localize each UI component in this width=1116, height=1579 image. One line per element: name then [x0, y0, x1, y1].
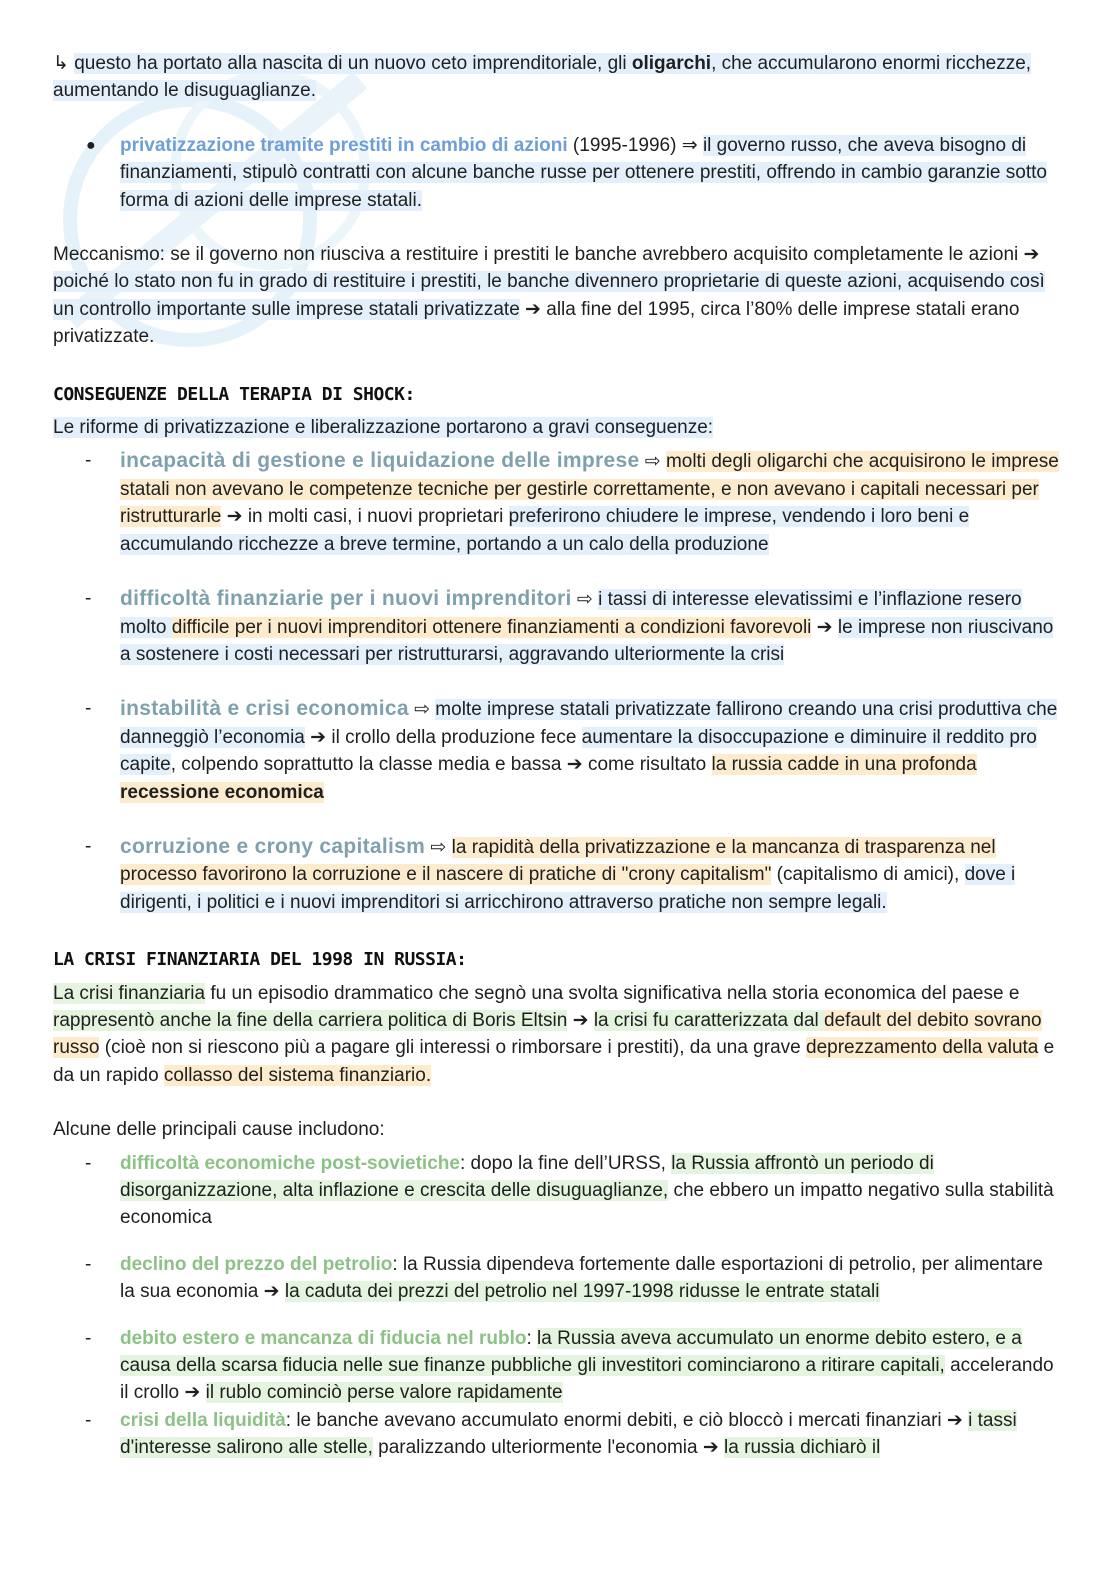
- bullet-keyword: privatizzazione tramite prestiti in cambio di azioni: [120, 134, 568, 156]
- mechanism-paragraph: Meccanismo: se il governo non riusciva a restituire i prestiti le banche avrebbero acquisito completamente le azioni ➔ poiché lo stato non fu in grado di restituire i prestiti, le banche divennero proprietarie di queste azioni, acquisendo così un controllo importante sulle imprese statali privatizzate ➔ alla fine del 1995, circa l’80% delle imprese statali erano privatizzate.: [53, 244, 1045, 348]
- section-heading-shock: CONSEGUENZE DELLA TERAPIA DI SHOCK:: [53, 383, 415, 405]
- shock-item-2: - difficoltà finanziarie per i nuovi imprenditori ⇨ i tassi di interesse elevatissimi e l’inflazione resero molto difficile per i nuovi imprenditori ottenere finanziamenti a condizioni favorevoli ➔ le imprese non riuscivano a sostenere i costi necessari per ristrutturarsi, aggravando ulteriormente la crisi: [85, 587, 1054, 665]
- cause-item-3: - debito estero e mancanza di fiducia nel rublo: la Russia aveva accumulato un enorme debito estero, e a causa della scarsa fiducia nelle sue finanze pubbliche gli investitori cominciarono a ritirare capitali, accelerando il crollo ➔ il rublo cominciò perse valore rapidamente: [85, 1327, 1054, 1404]
- cause-item-2: - declino del prezzo del petrolio: la Russia dipendeva fortemente dalle esportazioni di petrolio, per alimentare la sua economia ➔ la caduta dei prezzi del petrolio nel 1997-1998 ridusse le entrate statali: [85, 1253, 1043, 1303]
- oligarchs-text: questo ha portato alla nascita di un nuovo ceto imprenditoriale, gli oligarchi, che accumularono enormi ricchezze, aumentando le disuguaglianze.: [53, 53, 1032, 102]
- bullet-icon: ●: [86, 136, 96, 154]
- cause-item-4: - crisi della liquidità: le banche avevano accumulato enormi debiti, e ciò bloccò i mercati finanziari ➔ i tassi d'interesse salirono alle stelle, paralizzando ulteriormente l'economia ➔ la russia dichiarò il: [85, 1409, 1017, 1459]
- section-heading-crisis-1998: LA CRISI FINANZIARIA DEL 1998 IN RUSSIA:: [53, 949, 467, 971]
- sub-arrow: ↳: [53, 53, 69, 74]
- intro-paragraph: [53, 50, 1063, 105]
- shock-item-3: - instabilità e crisi economica ⇨ molte imprese statali privatizzate fallirono creando una crisi produttiva che danneggiò l’economia ➔ il crollo della produzione fece aumentare la disoccupazione e diminuire il reddito pro capite, colpendo soprattutto la classe media e bassa ➔ come risultato la russia cadde in una profonda recessione economica: [85, 697, 1058, 803]
- causes-intro: Alcune delle principali cause includono:: [53, 1119, 385, 1141]
- document-page: [53, 50, 1063, 1462]
- crisis-paragraph: La crisi finanziaria fu un episodio drammatico che segnò una svolta significativa nella storia economica del paese e rappresentò anche la fine della carriera politica di Boris Eltsin ➔ la crisi fu caratterizzata dal default del debito sovrano russo (cioè non si riescono più a pagare gli interessi o rimborsare i prestiti), da una grave deprezzamento della valuta e da un rapido collasso del sistema finanziario.: [53, 982, 1055, 1086]
- bullet-item-privatization: ● privatizzazione tramite prestiti in cambio di azioni (1995-1996) ⇒ il governo russo, che aveva bisogno di finanziamenti, stipulò contratti con alcune banche russe per ottenere prestiti, offrendo in cambio garanzie sotto forma di azioni delle imprese statali.: [53, 132, 1063, 214]
- shock-item-4: - corruzione e crony capitalism ⇨ la rapidità della privatizzazione e la mancanza di trasparenza nel processo favorirono la corruzione e il nascere di pratiche di "crony capitalism" (capitalismo di amici), dove i dirigenti, i politici e i nuovi imprenditori si arricchirono attraverso pratiche non sempre legali.: [85, 834, 1016, 913]
- shock-intro: Le riforme di privatizzazione e liberalizzazione portarono a gravi conseguenze:: [53, 417, 714, 439]
- shock-item-1: - incapacità di gestione e liquidazione delle imprese ⇨ molti degli oligarchi che acquisirono le imprese statali non avevano le competenze tecniche per gestirle correttamente, e non avevano i capitali necessari per ristrutturarle ➔ in molti casi, i nuovi proprietari preferirono chiudere le imprese, vendendo i loro beni e accumulando ricchezze a breve termine, portando a un calo della produzione: [85, 449, 1059, 555]
- cause-item-1: - difficoltà economiche post-sovietiche: dopo la fine dell’URSS, la Russia affrontò un periodo di disorganizzazione, alta inflazione e crescita delle disuguaglianze, che ebbero un impatto negativo sulla stabilità economica: [85, 1152, 1054, 1229]
